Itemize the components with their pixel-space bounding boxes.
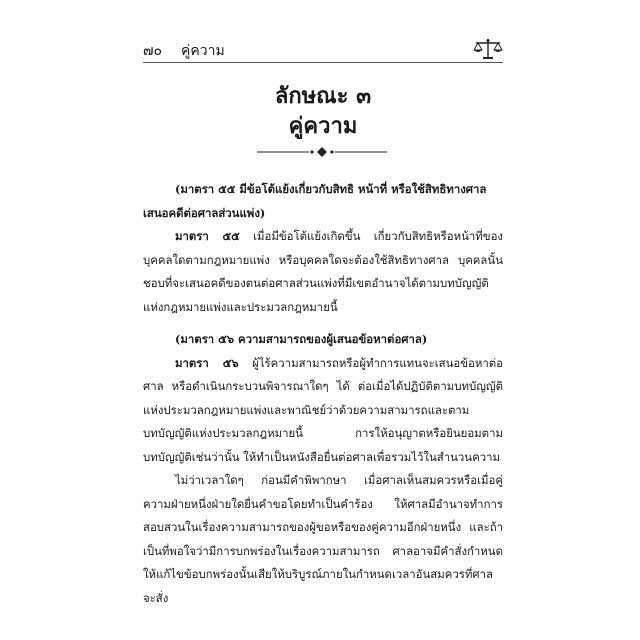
chapter-label: ลักษณะ ๓	[274, 83, 372, 109]
running-title: คู่ความ	[181, 43, 225, 59]
section-56-text: ผู้ไร้ความสามารถหรือผู้ทำการแทนจะเสนอข้อหาต่อศาล หรือดำเนินกระบวนพิจารณาใดๆ ได้ ต่อเมื่อได้ปฏิบัติตามบทบัญญัติแห่งประมวลกฎหมายแพ่งและพาณิชย์ว่าด้วยความสามารถและตามบทบัญญัติแห่งประมวลกฎหมายนี้ การให้อนุญาตหรือยินยอมตามบทบัญญัติเช่นว่านั้น ให้ทำเป็นหนังสือยื่นต่อศาลเพื่อรวมไว้ในสำนวนความ	[143, 355, 503, 464]
page-header	[143, 38, 503, 64]
scales-of-justice-icon	[473, 38, 503, 60]
section-55-paragraph	[143, 225, 503, 319]
page-number: ๗๐	[143, 43, 163, 59]
section-56-paragraph	[143, 352, 503, 470]
section-55-text: เมื่อมีข้อโต้แย้งเกิดขึ้น เกี่ยวกับสิทธิหรือหน้าที่ของบุคคลใดตามกฎหมายแพ่ง หรือบุคคลใดจะต้องใช้สิทธิทางศาล บุคคลนั้นชอบที่จะเสนอคดีของตนต่อศาลส่วนแพ่งที่มีเขตอำนาจได้ตามบทบัญญัติแห่งกฎหมายแพ่งและประมวลกฎหมายนี้	[143, 229, 503, 314]
header-rule	[143, 62, 503, 63]
chapter-title: คู่ความ	[288, 113, 358, 139]
section-56-label: มาตรา ๕๖	[175, 355, 239, 370]
page-body	[143, 178, 503, 610]
ornament-divider-icon	[257, 146, 387, 158]
section-56-paragraph-2: ไม่ว่าเวลาใดๆ ก่อนมีคำพิพากษา เมื่อศาลเห็นสมควรหรือเมื่อคู่ความฝ่ายหนึ่งฝ่ายใดยื่นคำขอโดยทำเป็นคำร้อง ให้ศาลมีอำนาจทำการสอบสวนในเรื่องความสามารถของผู้ขอหรือของคู่ความอีกฝ่ายหนึ่ง และถ้าเป็นที่พอใจว่ามีการบกพร่องในเรื่องความสามารถ ศาลอาจมีคำสั่งกำหนดให้แก้ไขข้อบกพร่องนั้นเสียให้บริบูรณ์ภายในกำหนดเวลาอันสมควรที่ศาลจะสั่ง	[143, 473, 503, 605]
section-55-label: มาตรา ๕๕	[175, 229, 240, 243]
section-56-title: (มาตรา ๕๖ ความสามารถของผู้เสนอข้อหาต่อศาล)	[175, 332, 428, 346]
section-55-title: (มาตรา ๕๕ มีข้อโต้แย้งเกี่ยวกับสิทธิ หน้าที่ หรือใช้สิทธิทางศาล เสนอคดีต่อศาลส่วนแพ่ง)	[143, 182, 487, 220]
